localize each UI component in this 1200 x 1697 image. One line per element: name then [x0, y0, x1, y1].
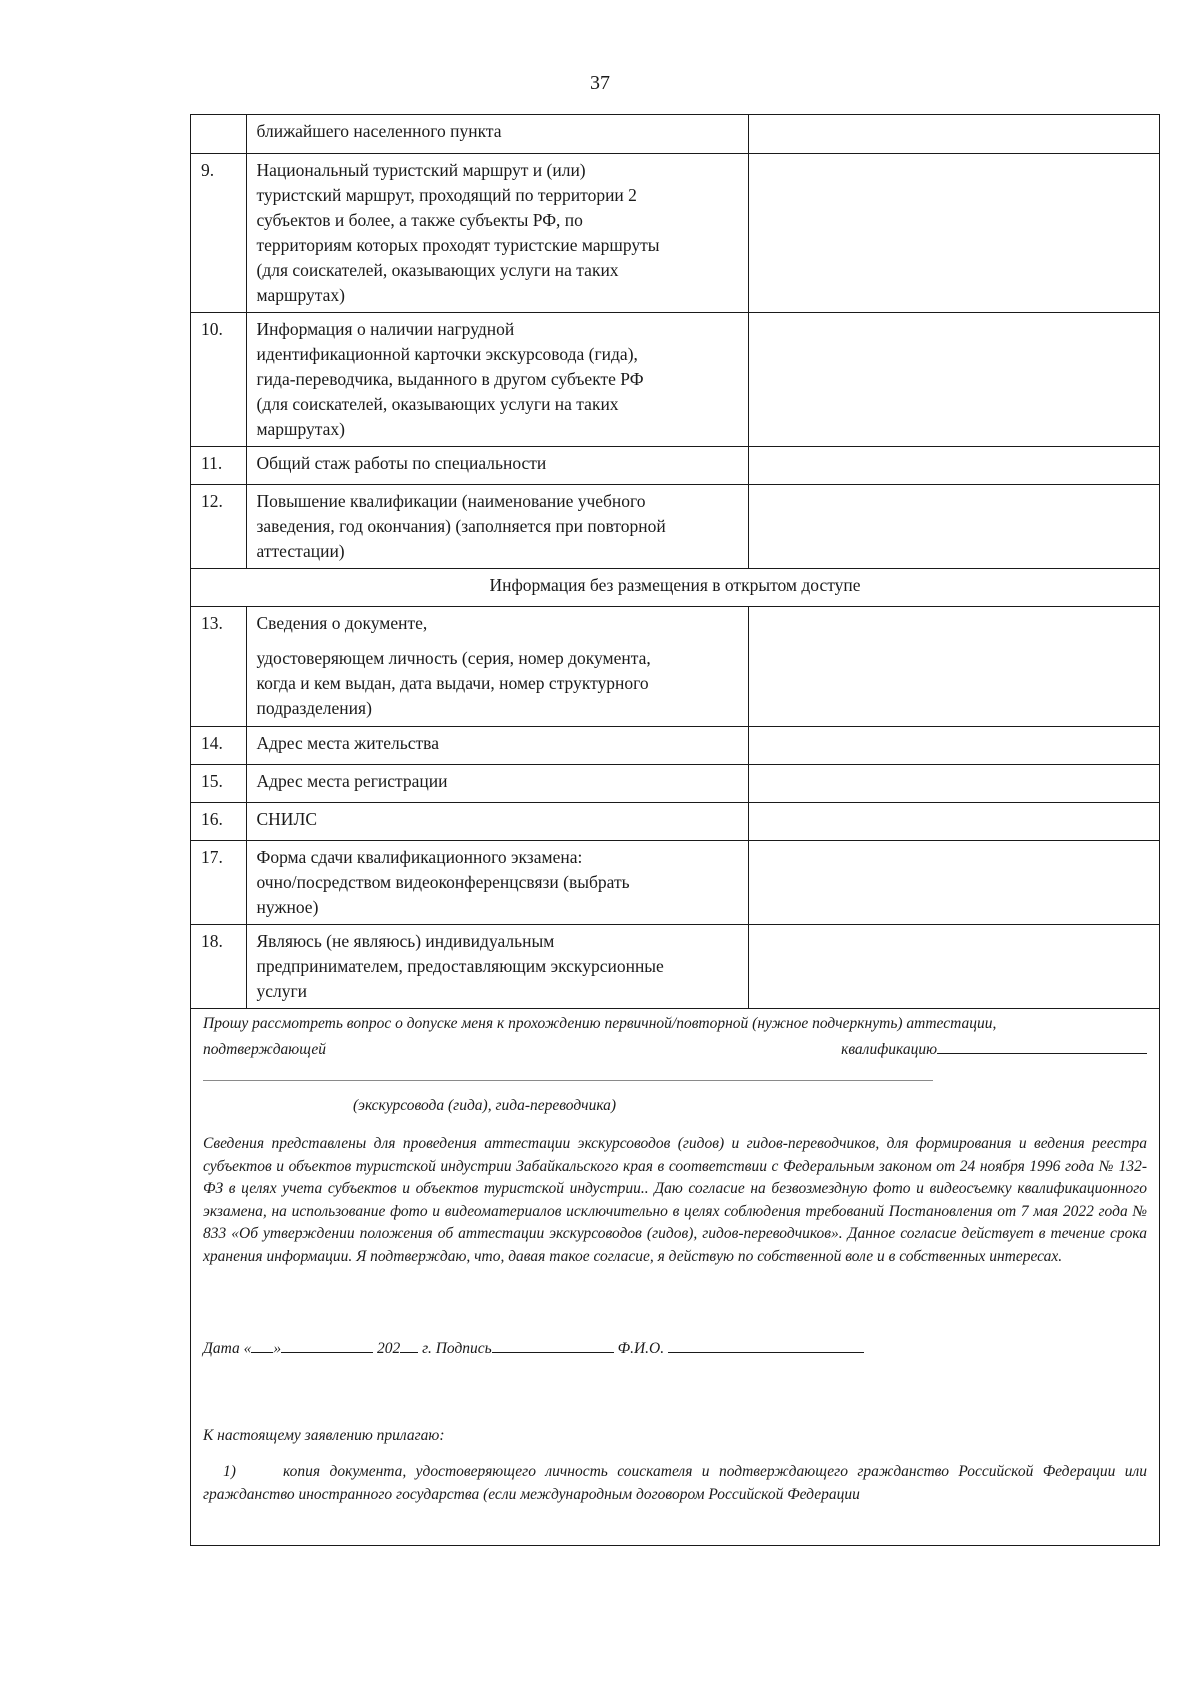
row-value-field[interactable]: [748, 312, 1159, 446]
row-number: 10.: [191, 312, 246, 446]
row-value-field[interactable]: [748, 153, 1159, 312]
request-qualification-label: квалификацию: [841, 1041, 937, 1058]
row-label-line: туристский маршрут, проходящий по территории 2: [256, 184, 637, 205]
year-blank[interactable]: [400, 1334, 418, 1353]
qualification-continuation-blank[interactable]: [203, 1074, 933, 1081]
row-label-line: Общий стаж работы по специальности: [256, 452, 547, 473]
row-value-field[interactable]: [748, 726, 1159, 764]
row-label-line: (для соискателей, оказывающих услуги на таких: [256, 393, 619, 414]
row-label-line: Информация о наличии нагрудной: [256, 318, 515, 339]
row-label-line: маршрутах): [256, 418, 345, 439]
row-number: [191, 115, 246, 153]
row-label-line: Сведения о документе,: [256, 612, 428, 633]
row-label: [246, 840, 748, 924]
year-prefix: 202: [377, 1340, 401, 1357]
row-label-line: маршрутах): [256, 284, 345, 305]
date-close-quote: »: [273, 1340, 282, 1357]
attachment-item-1: [191, 1461, 1159, 1506]
table-row: [191, 764, 1159, 802]
consent-paragraph: Сведения представлены для проведения аттестации экскурсоводов (гидов) и гидов-переводчиков, для формирования и ведения реестра субъектов и объектов туристской индустрии Забайкальского края в соответствии с Федеральным законом от 24 ноября 1996 года № 132-ФЗ в целях учета субъектов и объектов туристской индустрии.. Даю согласие на безвозмездную фото и видеосъемку квалификационного экзамена, на использование фото и видеоматериалов исключительно в целях соблюдения требований Постановления от 7 мая 2022 года № 833 «Об утверждении положения об аттестации экскурсоводов (гидов), гидов-переводчиков». Данное согласие действует в течение срока хранения информации. Я подтверждаю, что, давая такое согласие, я действую по собственной воле и в собственных интересах.: [203, 1135, 1147, 1265]
row-label-line: очно/посредством видеоконференцсвязи (выбрать: [256, 871, 630, 892]
request-confirming: подтверждающей: [203, 1041, 326, 1058]
attachment-item-1-number: 1): [223, 1463, 236, 1480]
table-row: [191, 153, 1159, 312]
row-label-line: нужное): [256, 896, 319, 917]
row-label: [246, 115, 748, 153]
row-label-line: удостоверяющем личность (серия, номер документа,: [256, 647, 651, 668]
row-label-line: субъектов и более, а также субъекты РФ, по: [256, 209, 583, 230]
row-number: 11.: [191, 446, 246, 484]
table-row: [191, 115, 1159, 153]
table-row: [191, 802, 1159, 840]
row-label-line: предпринимателем, предоставляющим экскурсионные: [256, 955, 664, 976]
row-label-line: когда и кем выдан, дата выдачи, номер структурного: [256, 672, 649, 693]
role-caption: (экскурсовода (гида), гида-переводчика): [353, 1096, 617, 1114]
row-label-line: СНИЛС: [256, 808, 317, 829]
table-row: [191, 484, 1159, 568]
row-number: 16.: [191, 802, 246, 840]
row-number: 12.: [191, 484, 246, 568]
row-number: 13.: [191, 606, 246, 726]
signature-line: [191, 1334, 1159, 1361]
month-blank[interactable]: [281, 1334, 373, 1353]
row-label-line: Являюсь (не являюсь) индивидуальным: [256, 930, 555, 951]
date-label: Дата «: [203, 1340, 252, 1357]
fio-label: Ф.И.О.: [617, 1340, 665, 1357]
row-number: 17.: [191, 840, 246, 924]
row-value-field[interactable]: [748, 446, 1159, 484]
section-heading-row: [191, 568, 1159, 606]
request-paragraph: [191, 1009, 1159, 1118]
row-label-line: гида-переводчика, выданного в другом субъекте РФ: [256, 368, 644, 389]
row-label-line: (для соискателей, оказывающих услуги на таких: [256, 259, 619, 280]
row-value-field[interactable]: [748, 840, 1159, 924]
row-label: [246, 764, 748, 802]
row-label: [246, 446, 748, 484]
row-value-field[interactable]: [748, 764, 1159, 802]
row-label-line: Адрес места регистрации: [256, 770, 448, 791]
row-number: 18.: [191, 924, 246, 1008]
row-label-line: идентификационной карточки экскурсовода (гида),: [256, 343, 638, 364]
row-label-line: Повышение квалификации (наименование учебного: [256, 490, 646, 511]
row-value-field[interactable]: [748, 606, 1159, 726]
fio-blank[interactable]: [668, 1334, 864, 1353]
row-label-line: аттестации): [256, 540, 345, 561]
row-label: [246, 312, 748, 446]
table-row: [191, 446, 1159, 484]
request-line-2: [203, 1035, 1147, 1062]
attachment-item-1-text: копия документа, удостоверяющего личность соискателя и подтверждающего гражданство Российской Федерации или гражданство иностранного государства (если международным договором Российской Федерации: [203, 1463, 1147, 1503]
row-label: [246, 153, 748, 312]
table-row: [191, 606, 1159, 726]
row-label-line: территориям которых проходят туристские маршруты: [256, 234, 660, 255]
row-value-field[interactable]: [748, 924, 1159, 1008]
day-blank[interactable]: [251, 1334, 273, 1353]
form-table: [191, 115, 1159, 1009]
row-value-field[interactable]: [748, 484, 1159, 568]
row-number: 15.: [191, 764, 246, 802]
attachments-title: К настоящему заявлению прилагаю:: [203, 1426, 445, 1444]
table-row: [191, 840, 1159, 924]
row-number: 14.: [191, 726, 246, 764]
row-value-field[interactable]: [748, 115, 1159, 153]
section-heading: Информация без размещения в открытом доступе: [191, 568, 1159, 606]
row-value-field[interactable]: [748, 802, 1159, 840]
row-label: [246, 726, 748, 764]
row-label-line: ближайшего населенного пункта: [256, 121, 502, 141]
row-label: [246, 802, 748, 840]
row-label-line: Форма сдачи квалификационного экзамена:: [256, 846, 583, 867]
table-row: [191, 924, 1159, 1008]
row-label: [246, 484, 748, 568]
table-row: [191, 312, 1159, 446]
page-number: 37: [590, 72, 610, 94]
row-label: [246, 924, 748, 1008]
row-label-line: Адрес места жительства: [256, 732, 439, 753]
row-label-line: подразделения): [256, 697, 372, 718]
qualification-field: [841, 1035, 1147, 1062]
row-number: 9.: [191, 153, 246, 312]
signature-blank[interactable]: [492, 1334, 614, 1353]
table-row: [191, 726, 1159, 764]
request-line-1: Прошу рассмотреть вопрос о допуске меня к прохождению первичной/повторной (нужное подчеркнуть) аттестации,: [203, 1014, 997, 1032]
row-label-line: заведения, год окончания) (заполняется при повторной: [256, 515, 666, 536]
row-label: [246, 606, 748, 726]
qualification-blank[interactable]: [937, 1035, 1147, 1054]
row-label-line: Национальный туристский маршрут и (или): [256, 159, 586, 180]
row-label-line: услуги: [256, 980, 308, 1001]
application-form: [190, 114, 1160, 1546]
signature-label: г. Подпись: [422, 1340, 492, 1357]
